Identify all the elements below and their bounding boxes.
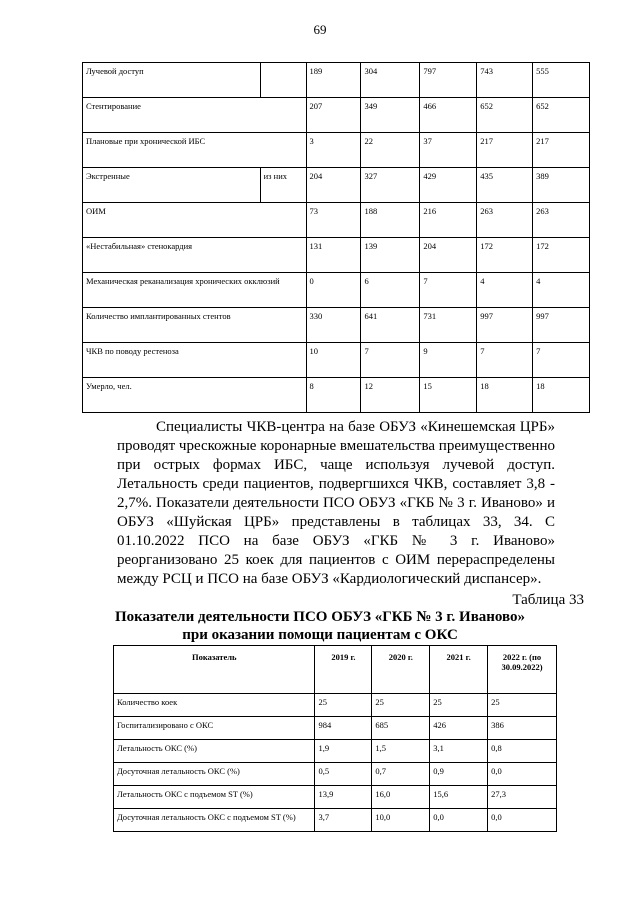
value-cell: 9 bbox=[420, 343, 477, 378]
value-cell: 0,0 bbox=[488, 763, 557, 786]
table-row bbox=[83, 168, 590, 203]
value-cell: 25 bbox=[372, 694, 430, 717]
value-cell: 12 bbox=[361, 378, 420, 413]
value-cell: 0 bbox=[306, 273, 361, 308]
value-cell: 10 bbox=[306, 343, 361, 378]
value-cell: 217 bbox=[533, 133, 590, 168]
value-cell: 73 bbox=[306, 203, 361, 238]
table-row bbox=[114, 763, 557, 786]
value-cell: 330 bbox=[306, 308, 361, 343]
value-cell: 0,5 bbox=[315, 763, 372, 786]
value-cell: 466 bbox=[420, 98, 477, 133]
value-cell: 984 bbox=[315, 717, 372, 740]
row-sublabel: из них bbox=[260, 168, 306, 203]
row-label: Количество коек bbox=[114, 694, 315, 717]
value-cell: 7 bbox=[361, 343, 420, 378]
row-label: ОИМ bbox=[83, 203, 307, 238]
value-cell: 15,6 bbox=[430, 786, 488, 809]
table-row bbox=[83, 308, 590, 343]
value-cell: 997 bbox=[533, 308, 590, 343]
column-header: 2021 г. bbox=[430, 646, 488, 694]
value-cell: 386 bbox=[488, 717, 557, 740]
value-cell: 37 bbox=[420, 133, 477, 168]
value-cell: 4 bbox=[477, 273, 533, 308]
value-cell: 188 bbox=[361, 203, 420, 238]
row-label: Экстренные bbox=[83, 168, 261, 203]
value-cell: 349 bbox=[361, 98, 420, 133]
table-title bbox=[0, 608, 640, 644]
row-label: Досуточная летальность ОКС с подъемом ST (%) bbox=[114, 809, 315, 832]
page-number: 69 bbox=[313, 22, 327, 37]
value-cell: 685 bbox=[372, 717, 430, 740]
value-cell: 304 bbox=[361, 63, 420, 98]
value-cell: 25 bbox=[430, 694, 488, 717]
value-cell: 207 bbox=[306, 98, 361, 133]
value-cell: 429 bbox=[420, 168, 477, 203]
table-row bbox=[83, 203, 590, 238]
value-cell: 8 bbox=[306, 378, 361, 413]
table-row bbox=[114, 809, 557, 832]
row-label: Досуточная летальность ОКС (%) bbox=[114, 763, 315, 786]
value-cell: 7 bbox=[533, 343, 590, 378]
table-title-line-2: при оказании помощи пациентам с ОКС bbox=[182, 627, 458, 643]
value-cell: 652 bbox=[477, 98, 533, 133]
pso-indicators-table bbox=[113, 645, 557, 832]
value-cell: 3,1 bbox=[430, 740, 488, 763]
row-label: Количество имплантированных стентов bbox=[83, 308, 307, 343]
row-label: Летальность ОКС (%) bbox=[114, 740, 315, 763]
value-cell: 27,3 bbox=[488, 786, 557, 809]
paragraph-1: Специалисты ЧКВ-центра на базе ОБУЗ «Кинешемская ЦРБ» проводят чрескожные коронарные вмешательства преимущественно при острых формах ИБС, чаще используя лучевой доступ. Летальность среди пациентов, подвергшихся ЧКВ, составляет 3,8 - 2,7%. bbox=[117, 419, 555, 511]
row-sublabel bbox=[260, 63, 306, 98]
procedures-table bbox=[82, 62, 590, 413]
table-row bbox=[114, 740, 557, 763]
value-cell: 131 bbox=[306, 238, 361, 273]
column-header: 2019 г. bbox=[315, 646, 372, 694]
column-header: 2020 г. bbox=[372, 646, 430, 694]
value-cell: 435 bbox=[477, 168, 533, 203]
value-cell: 7 bbox=[477, 343, 533, 378]
table-row bbox=[83, 343, 590, 378]
value-cell: 0,9 bbox=[430, 763, 488, 786]
value-cell: 997 bbox=[477, 308, 533, 343]
column-header: 2022 г. (по 30.09.2022) bbox=[488, 646, 557, 694]
value-cell: 263 bbox=[533, 203, 590, 238]
value-cell: 216 bbox=[420, 203, 477, 238]
value-cell: 18 bbox=[477, 378, 533, 413]
table-row bbox=[114, 717, 557, 740]
value-cell: 7 bbox=[420, 273, 477, 308]
table-row bbox=[83, 273, 590, 308]
value-cell: 189 bbox=[306, 63, 361, 98]
value-cell: 426 bbox=[430, 717, 488, 740]
value-cell: 731 bbox=[420, 308, 477, 343]
value-cell: 389 bbox=[533, 168, 590, 203]
value-cell: 204 bbox=[306, 168, 361, 203]
row-label: Летальность ОКС с подъемом ST (%) bbox=[114, 786, 315, 809]
table-row bbox=[114, 694, 557, 717]
value-cell: 6 bbox=[361, 273, 420, 308]
value-cell: 327 bbox=[361, 168, 420, 203]
value-cell: 16,0 bbox=[372, 786, 430, 809]
row-label: Стентирование bbox=[83, 98, 307, 133]
table-row bbox=[114, 786, 557, 809]
value-cell: 1,5 bbox=[372, 740, 430, 763]
value-cell: 0,7 bbox=[372, 763, 430, 786]
value-cell: 204 bbox=[420, 238, 477, 273]
row-label: Механическая реканализация хронических окклюзий bbox=[83, 273, 307, 308]
column-header: Показатель bbox=[114, 646, 315, 694]
value-cell: 0,0 bbox=[430, 809, 488, 832]
value-cell: 139 bbox=[361, 238, 420, 273]
value-cell: 0,0 bbox=[488, 809, 557, 832]
row-label: Госпитализировано с ОКС bbox=[114, 717, 315, 740]
value-cell: 25 bbox=[315, 694, 372, 717]
value-cell: 3,7 bbox=[315, 809, 372, 832]
value-cell: 743 bbox=[477, 63, 533, 98]
value-cell: 15 bbox=[420, 378, 477, 413]
value-cell: 263 bbox=[477, 203, 533, 238]
table-title-line-1: Показатели деятельности ПСО ОБУЗ «ГКБ № 3 г. Иваново» bbox=[114, 609, 526, 625]
value-cell: 18 bbox=[533, 378, 590, 413]
table-row bbox=[83, 63, 590, 98]
row-label: ЧКВ по поводу рестеноза bbox=[83, 343, 307, 378]
value-cell: 217 bbox=[477, 133, 533, 168]
value-cell: 25 bbox=[488, 694, 557, 717]
value-cell: 3 bbox=[306, 133, 361, 168]
row-label: Лучевой доступ bbox=[83, 63, 261, 98]
value-cell: 797 bbox=[420, 63, 477, 98]
value-cell: 4 bbox=[533, 273, 590, 308]
value-cell: 10,0 bbox=[372, 809, 430, 832]
value-cell: 172 bbox=[477, 238, 533, 273]
value-cell: 13,9 bbox=[315, 786, 372, 809]
value-cell: 0,8 bbox=[488, 740, 557, 763]
row-label: Плановые при хронической ИБС bbox=[83, 133, 307, 168]
value-cell: 1,9 bbox=[315, 740, 372, 763]
value-cell: 652 bbox=[533, 98, 590, 133]
value-cell: 22 bbox=[361, 133, 420, 168]
table-row bbox=[83, 238, 590, 273]
table-row bbox=[83, 98, 590, 133]
row-label: «Нестабильная» стенокардия bbox=[83, 238, 307, 273]
table-number: Таблица 33 bbox=[512, 592, 584, 608]
table-row bbox=[83, 133, 590, 168]
row-label: Умерло, чел. bbox=[83, 378, 307, 413]
value-cell: 555 bbox=[533, 63, 590, 98]
value-cell: 172 bbox=[533, 238, 590, 273]
paragraph-2: Показатели деятельности ПСО ОБУЗ «ГКБ № 3 г. Иваново» и ОБУЗ «Шуйская ЦРБ» представлены в таблицах 33, 34. С 01.10.2022 ПСО на базе ОБУЗ «ГКБ № 3 г. Иваново» реорганизовано 25 коек для пациентов с ОИМ перераспределены между РСЦ и ПСО на базе ОБУЗ «Кардиологический диспансер». bbox=[117, 495, 555, 587]
table-row bbox=[83, 378, 590, 413]
value-cell: 641 bbox=[361, 308, 420, 343]
